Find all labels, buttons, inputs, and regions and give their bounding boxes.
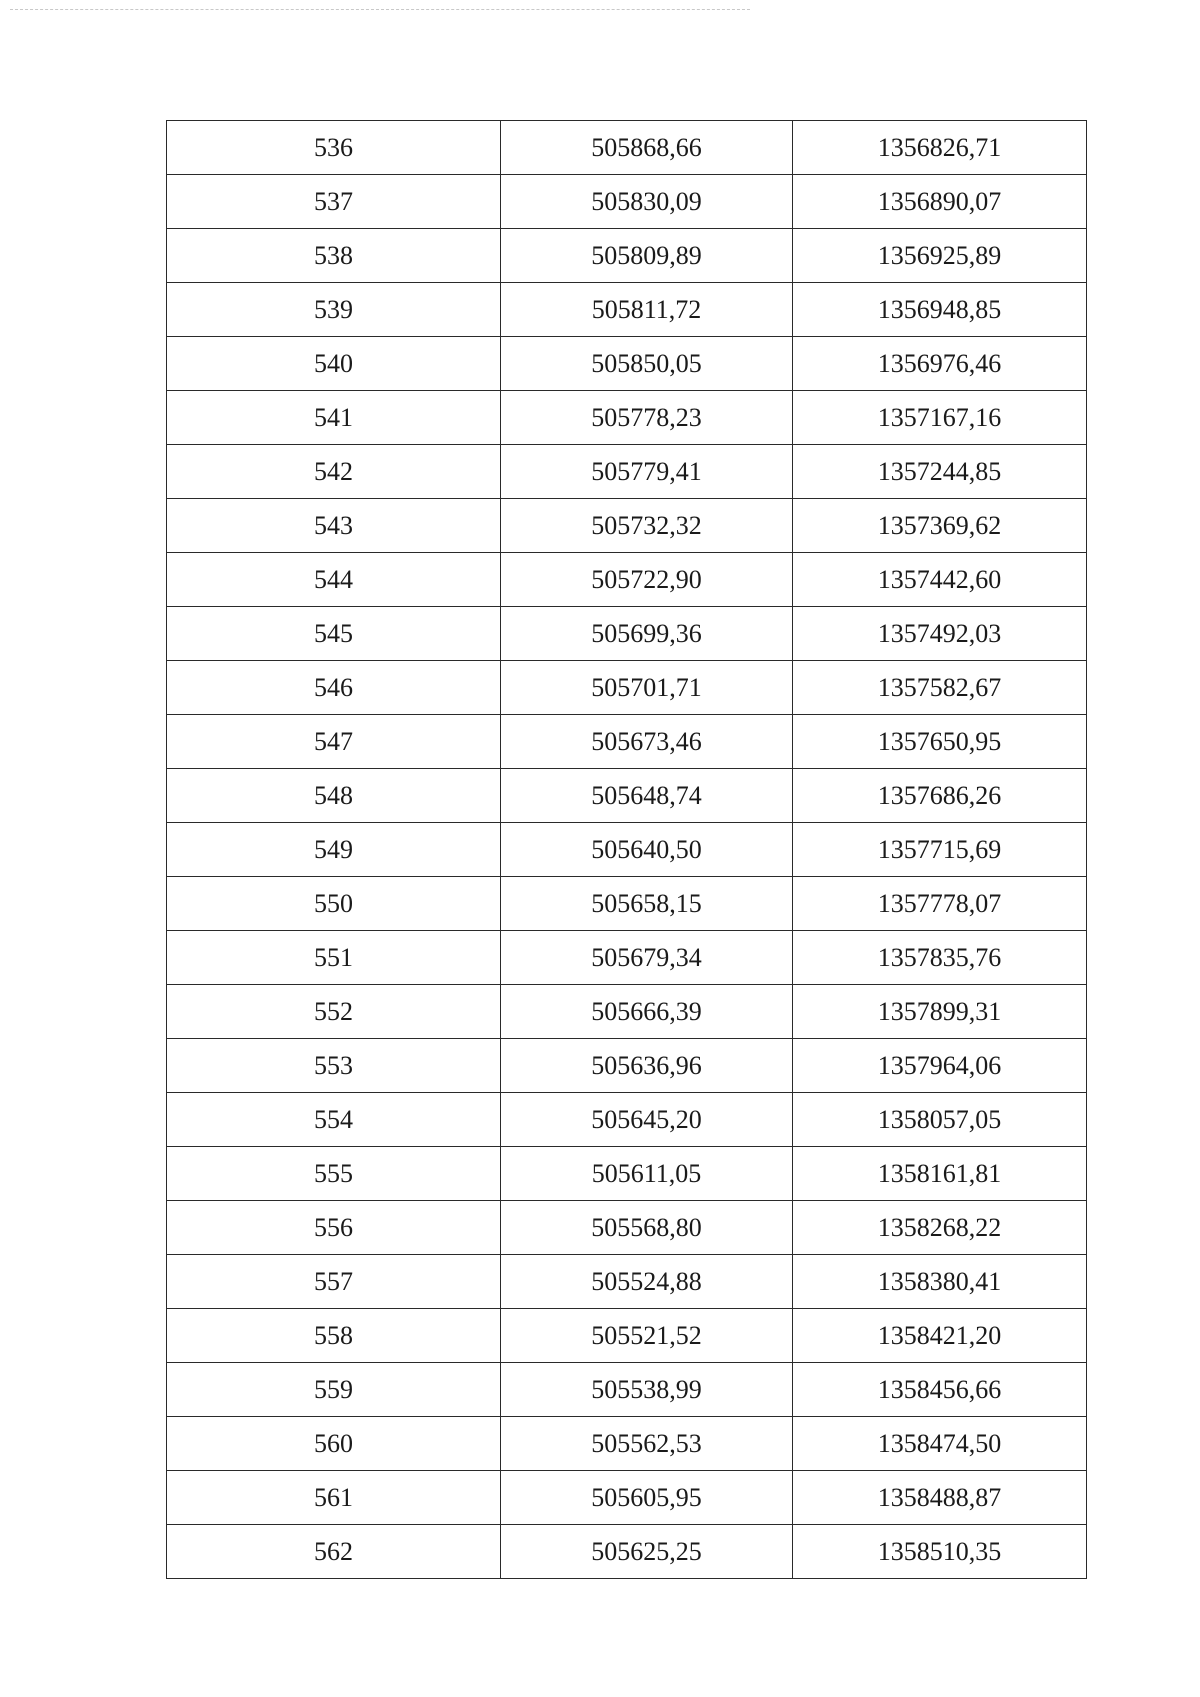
table-row	[167, 1255, 1087, 1309]
y-coordinate-cell: 1358474,50	[793, 1417, 1087, 1471]
point-number-cell: 562	[167, 1525, 501, 1579]
y-coordinate-cell: 1356948,85	[793, 283, 1087, 337]
x-coordinate-cell: 505809,89	[501, 229, 793, 283]
x-coordinate-cell: 505640,50	[501, 823, 793, 877]
x-coordinate-cell: 505701,71	[501, 661, 793, 715]
y-coordinate-cell: 1356925,89	[793, 229, 1087, 283]
point-number-cell: 546	[167, 661, 501, 715]
table-row	[167, 337, 1087, 391]
y-coordinate-cell: 1358161,81	[793, 1147, 1087, 1201]
y-coordinate-cell: 1357899,31	[793, 985, 1087, 1039]
table-row	[167, 1039, 1087, 1093]
coordinates-table	[166, 120, 1087, 1579]
x-coordinate-cell: 505562,53	[501, 1417, 793, 1471]
point-number-cell: 555	[167, 1147, 501, 1201]
table-row	[167, 1471, 1087, 1525]
table-row	[167, 931, 1087, 985]
y-coordinate-cell: 1357715,69	[793, 823, 1087, 877]
x-coordinate-cell: 505673,46	[501, 715, 793, 769]
table-row	[167, 715, 1087, 769]
x-coordinate-cell: 505830,09	[501, 175, 793, 229]
point-number-cell: 540	[167, 337, 501, 391]
point-number-cell: 537	[167, 175, 501, 229]
x-coordinate-cell: 505605,95	[501, 1471, 793, 1525]
table-row	[167, 877, 1087, 931]
table-row	[167, 121, 1087, 175]
point-number-cell: 538	[167, 229, 501, 283]
x-coordinate-cell: 505658,15	[501, 877, 793, 931]
point-number-cell: 551	[167, 931, 501, 985]
x-coordinate-cell: 505779,41	[501, 445, 793, 499]
table-row	[167, 445, 1087, 499]
y-coordinate-cell: 1357964,06	[793, 1039, 1087, 1093]
y-coordinate-cell: 1358510,35	[793, 1525, 1087, 1579]
x-coordinate-cell: 505645,20	[501, 1093, 793, 1147]
x-coordinate-cell: 505568,80	[501, 1201, 793, 1255]
table-row	[167, 1363, 1087, 1417]
x-coordinate-cell: 505778,23	[501, 391, 793, 445]
y-coordinate-cell: 1358268,22	[793, 1201, 1087, 1255]
x-coordinate-cell: 505625,25	[501, 1525, 793, 1579]
x-coordinate-cell: 505538,99	[501, 1363, 793, 1417]
y-coordinate-cell: 1358421,20	[793, 1309, 1087, 1363]
y-coordinate-cell: 1357650,95	[793, 715, 1087, 769]
y-coordinate-cell: 1357369,62	[793, 499, 1087, 553]
point-number-cell: 557	[167, 1255, 501, 1309]
y-coordinate-cell: 1357582,67	[793, 661, 1087, 715]
y-coordinate-cell: 1356890,07	[793, 175, 1087, 229]
y-coordinate-cell: 1357442,60	[793, 553, 1087, 607]
table-row	[167, 823, 1087, 877]
table-row	[167, 175, 1087, 229]
scan-artifact-line	[10, 9, 750, 10]
x-coordinate-cell: 505850,05	[501, 337, 793, 391]
point-number-cell: 553	[167, 1039, 501, 1093]
point-number-cell: 548	[167, 769, 501, 823]
x-coordinate-cell: 505524,88	[501, 1255, 793, 1309]
point-number-cell: 544	[167, 553, 501, 607]
x-coordinate-cell: 505699,36	[501, 607, 793, 661]
table-row	[167, 391, 1087, 445]
y-coordinate-cell: 1357835,76	[793, 931, 1087, 985]
table-row	[167, 1201, 1087, 1255]
point-number-cell: 561	[167, 1471, 501, 1525]
table-row	[167, 1417, 1087, 1471]
y-coordinate-cell: 1358380,41	[793, 1255, 1087, 1309]
point-number-cell: 539	[167, 283, 501, 337]
x-coordinate-cell: 505648,74	[501, 769, 793, 823]
x-coordinate-cell: 505722,90	[501, 553, 793, 607]
point-number-cell: 541	[167, 391, 501, 445]
x-coordinate-cell: 505666,39	[501, 985, 793, 1039]
table-row	[167, 499, 1087, 553]
table-row	[167, 985, 1087, 1039]
point-number-cell: 556	[167, 1201, 501, 1255]
point-number-cell: 558	[167, 1309, 501, 1363]
y-coordinate-cell: 1357686,26	[793, 769, 1087, 823]
table-row	[167, 1525, 1087, 1579]
point-number-cell: 549	[167, 823, 501, 877]
point-number-cell: 547	[167, 715, 501, 769]
y-coordinate-cell: 1358488,87	[793, 1471, 1087, 1525]
x-coordinate-cell: 505611,05	[501, 1147, 793, 1201]
point-number-cell: 545	[167, 607, 501, 661]
table-row	[167, 229, 1087, 283]
point-number-cell: 543	[167, 499, 501, 553]
table-row	[167, 283, 1087, 337]
table-row	[167, 769, 1087, 823]
table-row	[167, 1147, 1087, 1201]
y-coordinate-cell: 1357167,16	[793, 391, 1087, 445]
y-coordinate-cell: 1356826,71	[793, 121, 1087, 175]
x-coordinate-cell: 505679,34	[501, 931, 793, 985]
y-coordinate-cell: 1356976,46	[793, 337, 1087, 391]
x-coordinate-cell: 505811,72	[501, 283, 793, 337]
coordinates-table-body	[167, 121, 1087, 1579]
point-number-cell: 536	[167, 121, 501, 175]
x-coordinate-cell: 505732,32	[501, 499, 793, 553]
table-row	[167, 553, 1087, 607]
point-number-cell: 560	[167, 1417, 501, 1471]
x-coordinate-cell: 505868,66	[501, 121, 793, 175]
y-coordinate-cell: 1358057,05	[793, 1093, 1087, 1147]
table-row	[167, 1309, 1087, 1363]
table-row	[167, 607, 1087, 661]
y-coordinate-cell: 1357244,85	[793, 445, 1087, 499]
point-number-cell: 550	[167, 877, 501, 931]
point-number-cell: 552	[167, 985, 501, 1039]
table-row	[167, 661, 1087, 715]
y-coordinate-cell: 1358456,66	[793, 1363, 1087, 1417]
point-number-cell: 559	[167, 1363, 501, 1417]
y-coordinate-cell: 1357778,07	[793, 877, 1087, 931]
point-number-cell: 554	[167, 1093, 501, 1147]
x-coordinate-cell: 505521,52	[501, 1309, 793, 1363]
point-number-cell: 542	[167, 445, 501, 499]
x-coordinate-cell: 505636,96	[501, 1039, 793, 1093]
y-coordinate-cell: 1357492,03	[793, 607, 1087, 661]
table-row	[167, 1093, 1087, 1147]
